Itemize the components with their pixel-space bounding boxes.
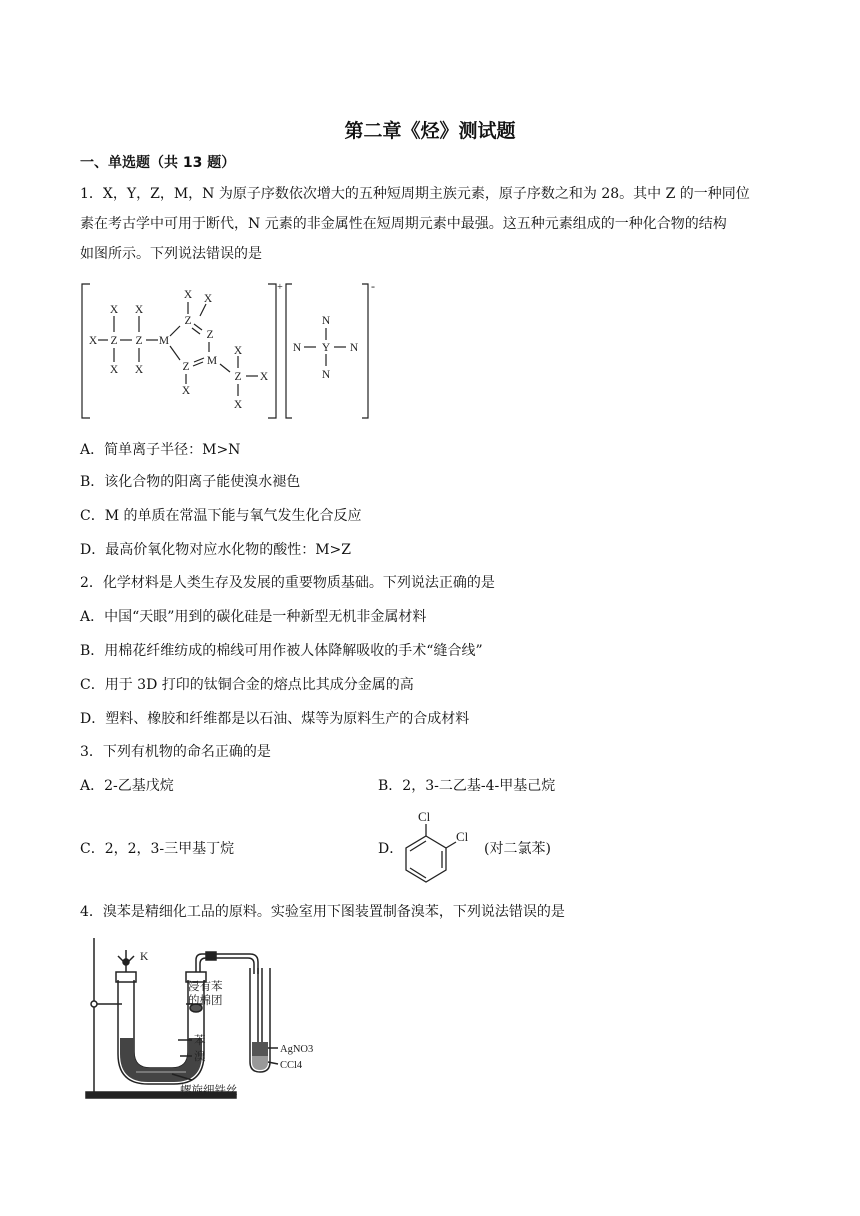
q1-option-d: D．最高价氧化物对应水化物的酸性：M>Z — [80, 542, 352, 558]
atom-x: X — [233, 345, 243, 357]
atom-x: X — [134, 304, 144, 316]
atom-x: X — [109, 304, 119, 316]
atom-x: X — [88, 335, 98, 347]
atom-m: M — [206, 355, 218, 367]
atom-n: N — [321, 315, 331, 327]
chlorine-label: Cl — [456, 829, 469, 844]
atom-x: X — [134, 364, 144, 376]
q4-stem: 4．溴苯是精细化工品的原料。实验室用下图装置制备溴苯，下列说法错误的是 — [80, 904, 565, 920]
atom-z: Z — [234, 371, 242, 383]
dichlorobenzene-structure — [400, 808, 480, 890]
page-title: 第二章《烃》测试题 — [344, 120, 516, 142]
bromine-label: 溴 — [194, 1051, 206, 1063]
atom-m: M — [158, 335, 170, 347]
q1-structure-figure — [76, 280, 386, 422]
anion-charge: - — [371, 280, 375, 293]
atom-x: X — [259, 371, 269, 383]
q1-option-b: B．该化合物的阳离子能使溴水褪色 — [80, 474, 301, 490]
iron-wire-label: 螺旋细铁丝 — [180, 1085, 238, 1097]
atom-y: Y — [321, 342, 331, 354]
agno3-label: AgNO3 — [280, 1044, 314, 1055]
atom-n: N — [321, 369, 331, 381]
q3-option-a: A．2-乙基戊烷 — [80, 778, 174, 794]
ccl4-label: CCl4 — [280, 1060, 303, 1071]
atom-z: Z — [206, 329, 214, 341]
q1-option-a: A．简单离子半径：M>N — [80, 442, 241, 458]
bromobenzene-apparatus-figure — [82, 934, 332, 1104]
cotton-label: 浸有苯的棉团 — [188, 981, 223, 1007]
section-heading: 一、单选题（共 13 题） — [80, 155, 236, 171]
atom-x: X — [203, 293, 213, 305]
cation-charge: + — [277, 282, 283, 293]
chlorine-label: Cl — [418, 809, 431, 824]
benzene-label: 苯 — [194, 1035, 206, 1047]
atom-x: X — [233, 399, 243, 411]
q1-stem-line-1: 1．X，Y，Z，M，N 为原子序数依次增大的五种短周期主族元素，原子序数之和为 28。其中 Z 的一种同位 — [80, 186, 750, 202]
valve-label: K — [140, 951, 149, 963]
q2-option-d: D．塑料、橡胶和纤维都是以石油、煤等为原料生产的合成材料 — [80, 711, 470, 727]
atom-n: N — [349, 342, 359, 354]
atom-z: Z — [182, 361, 190, 373]
atom-x: X — [181, 385, 191, 397]
atom-n: N — [292, 342, 302, 354]
q3-option-d-name: (对二氯苯) — [484, 841, 551, 857]
q1-option-c: C．M 的单质在常温下能与氧气发生化合反应 — [80, 508, 362, 524]
atom-z: Z — [110, 335, 118, 347]
atom-z: Z — [135, 335, 143, 347]
q2-option-c: C．用于 3D 打印的钛铜合金的熔点比其成分金属的高 — [80, 677, 414, 693]
q2-stem: 2．化学材料是人类生存及发展的重要物质基础。下列说法正确的是 — [80, 575, 495, 591]
q2-option-b: B．用棉花纤维纺成的棉线可用作被人体降解吸收的手术“缝合线” — [80, 643, 483, 659]
atom-x: X — [109, 364, 119, 376]
q2-option-a: A．中国“天眼”用到的碳化硅是一种新型无机非金属材料 — [80, 609, 427, 625]
atom-z: Z — [184, 315, 192, 327]
q3-option-d-label: D． — [378, 841, 404, 857]
q1-stem-line-2: 素在考古学中可用于断代，N 元素的非金属性在短周期元素中最强。这五种元素组成的一种化合物的结构 — [80, 216, 727, 232]
q1-stem-line-3: 如图所示。下列说法错误的是 — [80, 246, 262, 262]
q3-stem: 3．下列有机物的命名正确的是 — [80, 744, 271, 760]
atom-x: X — [183, 289, 193, 301]
q3-option-c: C．2，2，3-三甲基丁烷 — [80, 841, 235, 857]
q3-option-b: B．2，3-二乙基-4-甲基己烷 — [378, 778, 556, 794]
